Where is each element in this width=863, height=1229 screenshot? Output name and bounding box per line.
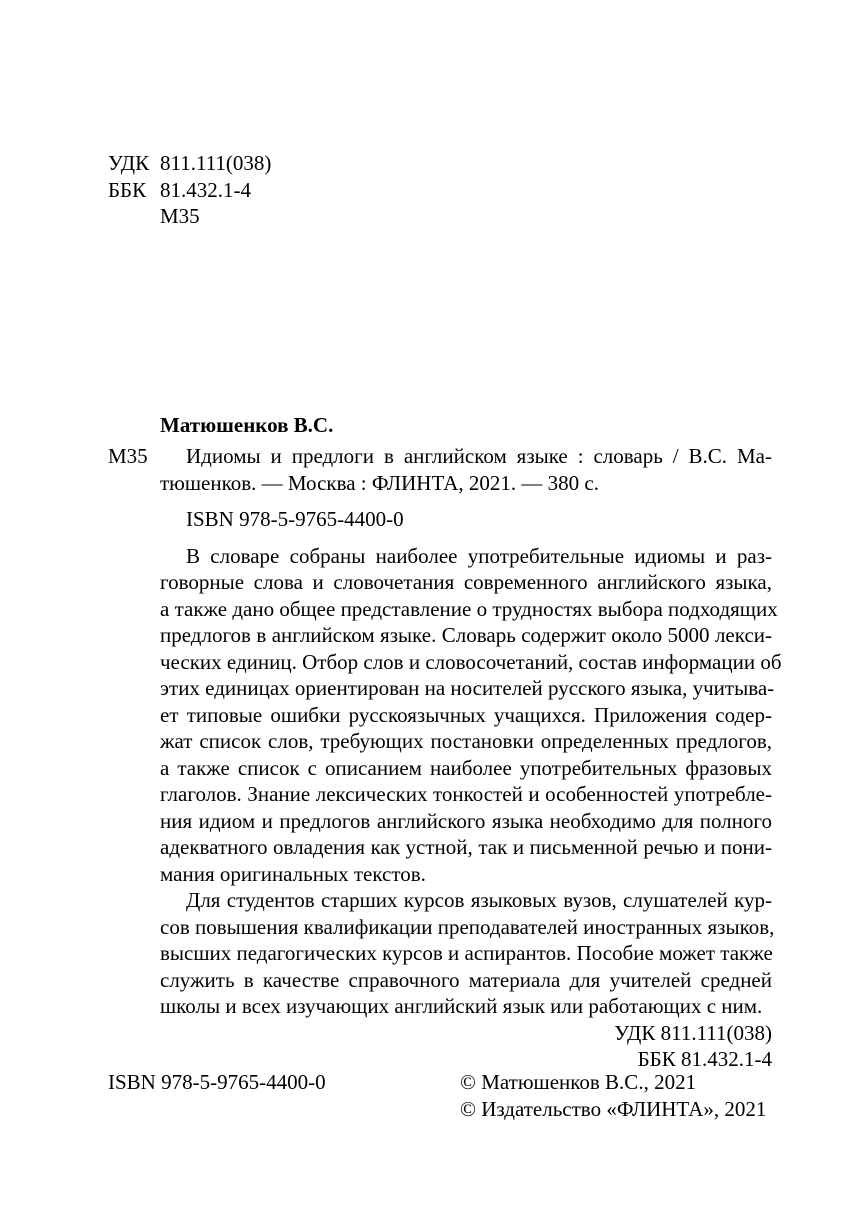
abstract-line: жат список слов, требующих постановки определенных предлогов,: [160, 729, 772, 753]
abstract-line: В словаре собраны наиболее употребительные идиомы и раз-: [186, 543, 772, 568]
description-line: Идиомы и предлоги в английском языке : словарь / В.С. Ма-: [186, 444, 772, 468]
abstract-paragraph-1: [160, 543, 782, 888]
copyright-author: © Матюшенков В.С., 2021: [460, 1070, 697, 1094]
abstract-line: говорные слова и словочетания современного английского языка,: [160, 570, 772, 594]
abstract-line: предлогов в английском языке. Словарь содержит около 5000 лекси-: [160, 623, 772, 647]
entry-udk-code: УДК 811.111(038): [614, 1020, 772, 1045]
abstract-line: сов повышения квалификации преподавателей иностранных языков,: [160, 914, 775, 939]
abstract-line: ет типовые ошибки русскоязычных учащихся. Приложения содер-: [160, 702, 772, 727]
abstract-line: а также дано общее представление о трудностях выбора подходящих: [160, 596, 778, 621]
abstract-line: ческих единиц. Отбор слов и словосочетаний, состав информации об: [160, 649, 782, 674]
abstract-paragraph-2: [160, 887, 775, 1020]
abstract-line: мания оригинальных текстов.: [160, 861, 426, 886]
entry-body: [160, 443, 782, 1073]
description-line: тюшенков. — Москва : ФЛИНТА, 2021. — 380 с.: [160, 470, 599, 495]
udk-label: УДК: [108, 151, 150, 175]
bbk-label: ББК: [108, 177, 147, 202]
abstract-line: высших педагогических курсов и аспирантов. Пособие может также: [160, 941, 773, 965]
abstract-line: ния идиом и предлогов английского языка необходимо для полного: [160, 808, 772, 833]
abstract-line: школы и всех изучающих английский язык или работающих с ним.: [160, 994, 763, 1018]
abstract-line: служить в качестве справочного материала для учителей средней: [160, 967, 772, 992]
copyright-publisher: © Издательство «ФЛИНТА», 2021: [460, 1096, 767, 1121]
entry-isbn: ISBN 978-5-9765-4400-0: [186, 507, 404, 531]
entry-cutter-code: М35: [108, 444, 148, 468]
udk-code-line: [108, 150, 271, 177]
abstract-line: глаголов. Знание лексических тонкостей и особенностей употребле-: [160, 782, 772, 806]
abstract-line: Для студентов старших курсов языковых вузов, слушателей кур-: [186, 888, 772, 912]
udk-value: 811.111(038): [160, 151, 272, 175]
bbk-value: 81.432.1-4: [160, 177, 251, 202]
abstract-line: а также список с описанием наиболее употребительных фразовых: [160, 755, 772, 780]
bbk-code-line: [108, 177, 251, 204]
author-cutter-code: М35: [160, 204, 200, 228]
footer-isbn: ISBN 978-5-9765-4400-0: [108, 1070, 326, 1094]
entry-bbk-code: ББК 81.432.1-4: [637, 1047, 772, 1071]
abstract-line: этих единицах ориентирован на носителей русского языка, учитыва-: [160, 676, 775, 700]
author-heading: Матюшенков В.С.: [160, 413, 334, 437]
abstract-line: адекватного овладения как устной, так и письменной речью и пони-: [160, 835, 772, 859]
